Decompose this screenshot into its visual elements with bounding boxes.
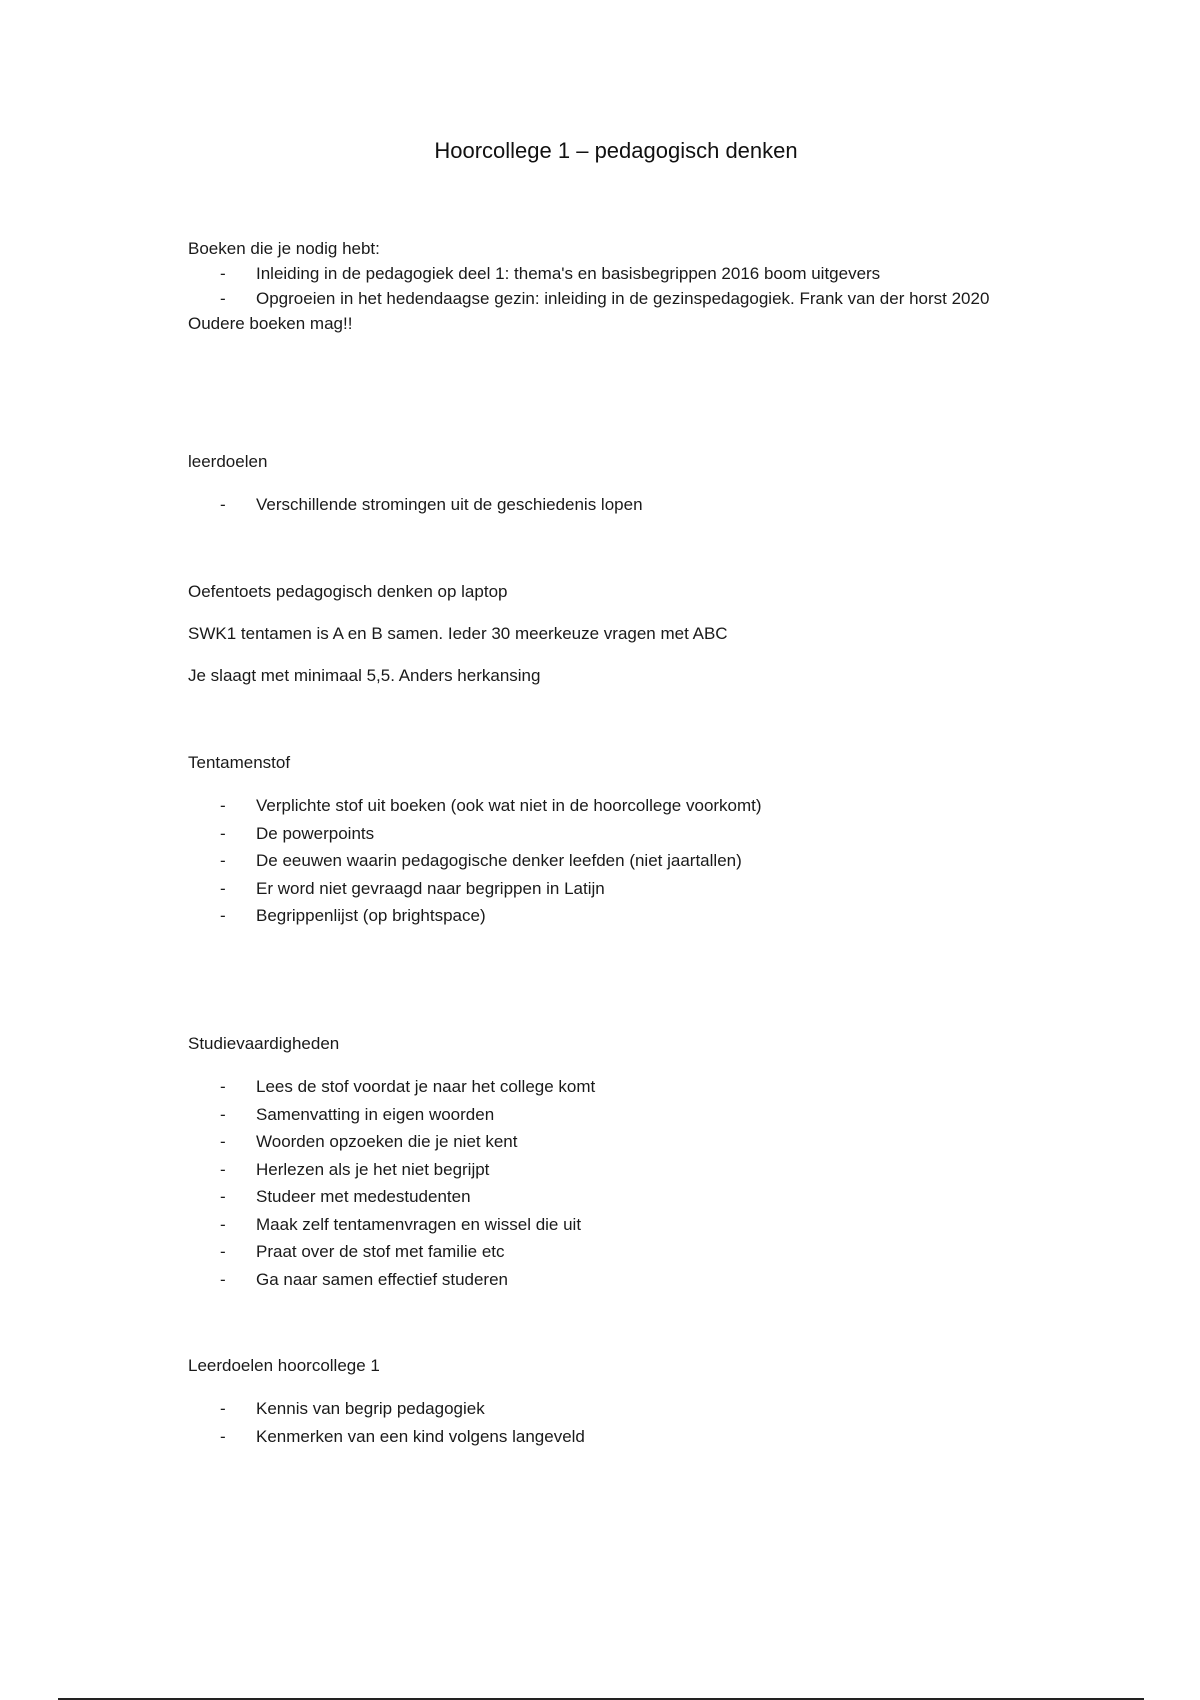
document-title: Hoorcollege 1 – pedagogisch denken [434, 138, 798, 163]
list-item: - Studeer met medestudenten [188, 1183, 1048, 1211]
tentamenstof-section [188, 750, 1048, 930]
list-item: - Lees de stof voordat je naar het college komt [188, 1073, 1048, 1101]
tentamenstof-list [188, 792, 1048, 930]
leerdoelen-heading: leerdoelen [188, 452, 268, 471]
leerdoelen-hc1-section [188, 1353, 1048, 1450]
tentamenstof-heading: Tentamenstof [188, 753, 291, 772]
books-heading: Boeken die je nodig hebt: [188, 239, 380, 258]
books-note: Oudere boeken mag!! [188, 314, 353, 333]
studievaardigheden-section [188, 1031, 1048, 1293]
list-item: - Maak zelf tentamenvragen en wissel die uit [188, 1211, 1048, 1239]
list-item: - De powerpoints [188, 820, 1048, 848]
list-item: - Ga naar samen effectief studeren [188, 1266, 1048, 1294]
list-item: - Praat over de stof met familie etc [188, 1238, 1048, 1266]
list-item: - Verplichte stof uit boeken (ook wat niet in de hoorcollege voorkomt) [188, 792, 1048, 820]
list-item: - Woorden opzoeken die je niet kent [188, 1128, 1048, 1156]
oefentoets-line-3: Je slaagt met minimaal 5,5. Anders herkansing [188, 666, 541, 685]
books-section [188, 236, 1048, 336]
leerdoelen-list [188, 491, 1048, 519]
list-item: - Kennis van begrip pedagogiek [188, 1395, 1048, 1423]
list-item: - Inleiding in de pedagogiek deel 1: thema's en basisbegrippen 2016 boom uitgevers [188, 261, 1048, 286]
list-item: - Opgroeien in het hedendaagse gezin: inleiding in de gezinspedagogiek. Frank van der horst 2020 [188, 286, 1048, 311]
list-item: - De eeuwen waarin pedagogische denker leefden (niet jaartallen) [188, 847, 1048, 875]
list-item: - Herlezen als je het niet begrijpt [188, 1156, 1048, 1184]
books-list [188, 261, 1048, 311]
oefentoets-section [188, 579, 1048, 688]
list-item: - Kenmerken van een kind volgens langeveld [188, 1423, 1048, 1451]
oefentoets-line-1: Oefentoets pedagogisch denken op laptop [188, 582, 508, 601]
oefentoets-line-2: SWK1 tentamen is A en B samen. Ieder 30 meerkeuze vragen met ABC [188, 624, 728, 643]
studievaardigheden-heading: Studievaardigheden [188, 1034, 340, 1053]
list-item: - Samenvatting in eigen woorden [188, 1101, 1048, 1129]
leerdoelen-section [188, 449, 1048, 519]
list-item: - Er word niet gevraagd naar begrippen in Latijn [188, 875, 1048, 903]
list-item: - Verschillende stromingen uit de geschiedenis lopen [188, 491, 1048, 519]
studievaardigheden-list [188, 1073, 1048, 1293]
leerdoelen-hc1-heading: Leerdoelen hoorcollege 1 [188, 1356, 380, 1375]
leerdoelen-hc1-list [188, 1395, 1048, 1450]
list-item: - Begrippenlijst (op brightspace) [188, 902, 1048, 930]
